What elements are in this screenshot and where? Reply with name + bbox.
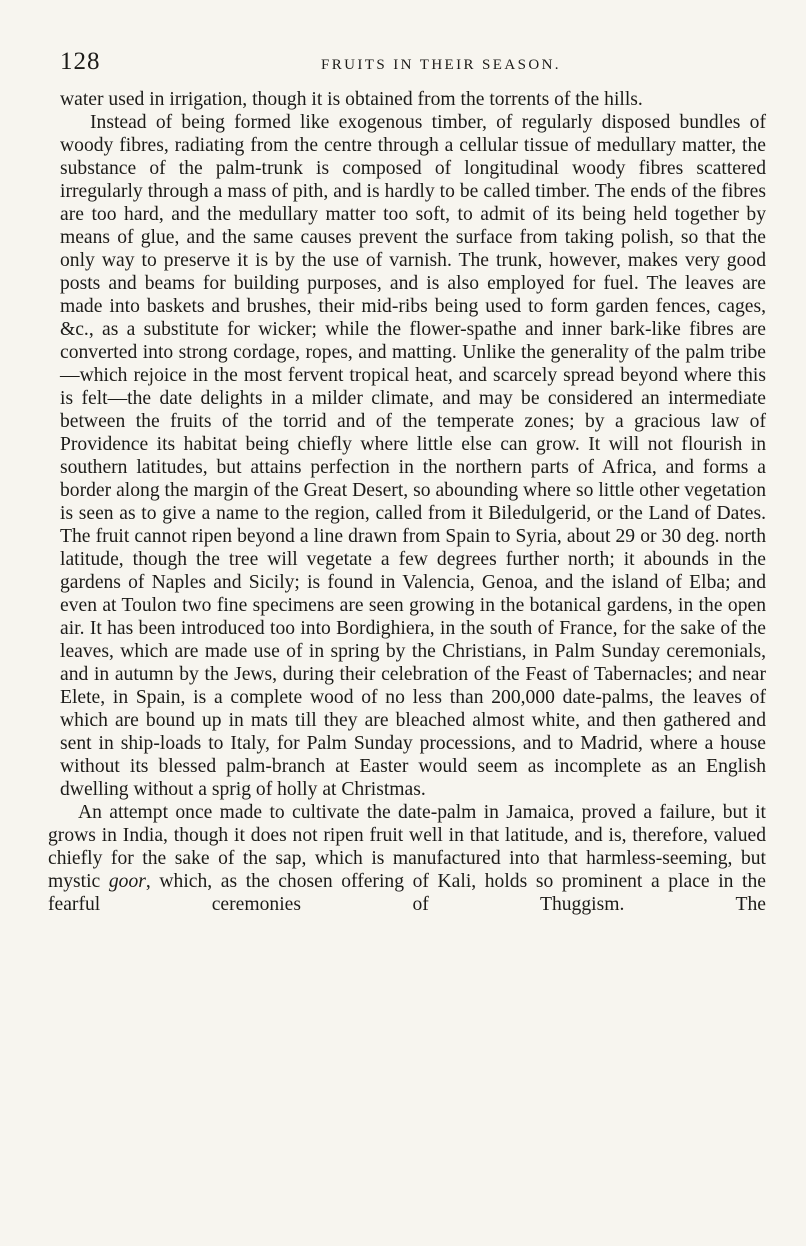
paragraph-palm-trunk: Instead of being formed like exogenous timber, of regularly disposed bundles of woody fibres, radiating from the centre through a cellular tissue of medullary matter, the substance of the palm-trunk is composed of longitudinal woody fibres scattered irregularly through a mass of pith, and is hardly to be called timber. The ends of the fibres are too hard, and the medullary matter too soft, to admit of its being held together by means of glue, and the same causes prevent the surface from taking polish, so that the only way to preserve it is by the use of varnish. The trunk, however, makes very good posts and beams for building purposes, and is also employed for fuel. The leaves are made into baskets and brushes, their mid-ribs being used to form garden fences, cages, &c., as a substitute for wicker; while the flower-spathe and inner bark-like fibres are converted into strong cordage, ropes, and matting. Unlike the generality of the palm tribe—which rejoice in the most fervent tropical heat, and scarcely spread beyond where this is felt—the date delights in a milder climate, and may be considered an intermediate between the fruits of the torrid and of the temperate zones; by a gracious law of Providence its habitat being chiefly where little else can grow. It will not flourish in southern latitudes, but attains perfection in the northern parts of Africa, and forms a border along the margin of the Great Desert, so abounding where so little other vegetation is seen as to give a name to the region, called from it Biledulgerid, or the Land of Dates. The fruit cannot ripen beyond a line drawn from Spain to Syria, about 29 or 30 deg. north latitude, though the tree will vegetate a few degrees further north; it abounds in the gardens of Naples and Sicily; is found in Valencia, Genoa, and the island of Elba; and even at Toulon two fine specimens are seen growing in the botanical gardens, in the open air. It has been introduced too into Bordighiera, in the south of France, for the sake of the leaves, which are made use of in spring by the Christians, in Palm Sunday ceremonials, and in autumn by the Jews, during their celebration of the Feast of Tabernacles; and near Elete, in Spain, is a complete wood of no less than 200,000 date-palms, the leaves of which are bound up in mats till they are bleached almost white, and then gathered and sent in ship-loads to Italy, for Palm Sunday processions, and to Madrid, where a house without its blessed palm-branch at Easter would seem as incomplete as an English dwelling without a sprig of holly at Christmas. (60, 112, 766, 800)
paragraph-jamaica (48, 801, 766, 916)
paragraph-jamaica-text-end: , which, as the chosen offering of Kali, holds so prominent a place in the fearful ceremonies of Thuggism. The (48, 871, 766, 915)
italic-term-goor: goor (108, 871, 146, 892)
running-title: FRUITS IN THEIR SEASON. (321, 57, 561, 73)
paragraph-continuation: water used in irrigation, though it is obtained from the torrents of the hills. (60, 89, 643, 110)
running-head (60, 48, 766, 82)
body-text (48, 88, 766, 916)
paragraph-jamaica-text-start: An attempt once made to cultivate the date-palm in Jamaica, proved a failure, but it grows in India, though it does not ripen fruit well in that latitude, and is, therefore, valued chiefly for the sake of the sap, which is manufactured into that harmless-seeming, but mystic (48, 802, 766, 892)
page-number: 128 (60, 48, 101, 75)
